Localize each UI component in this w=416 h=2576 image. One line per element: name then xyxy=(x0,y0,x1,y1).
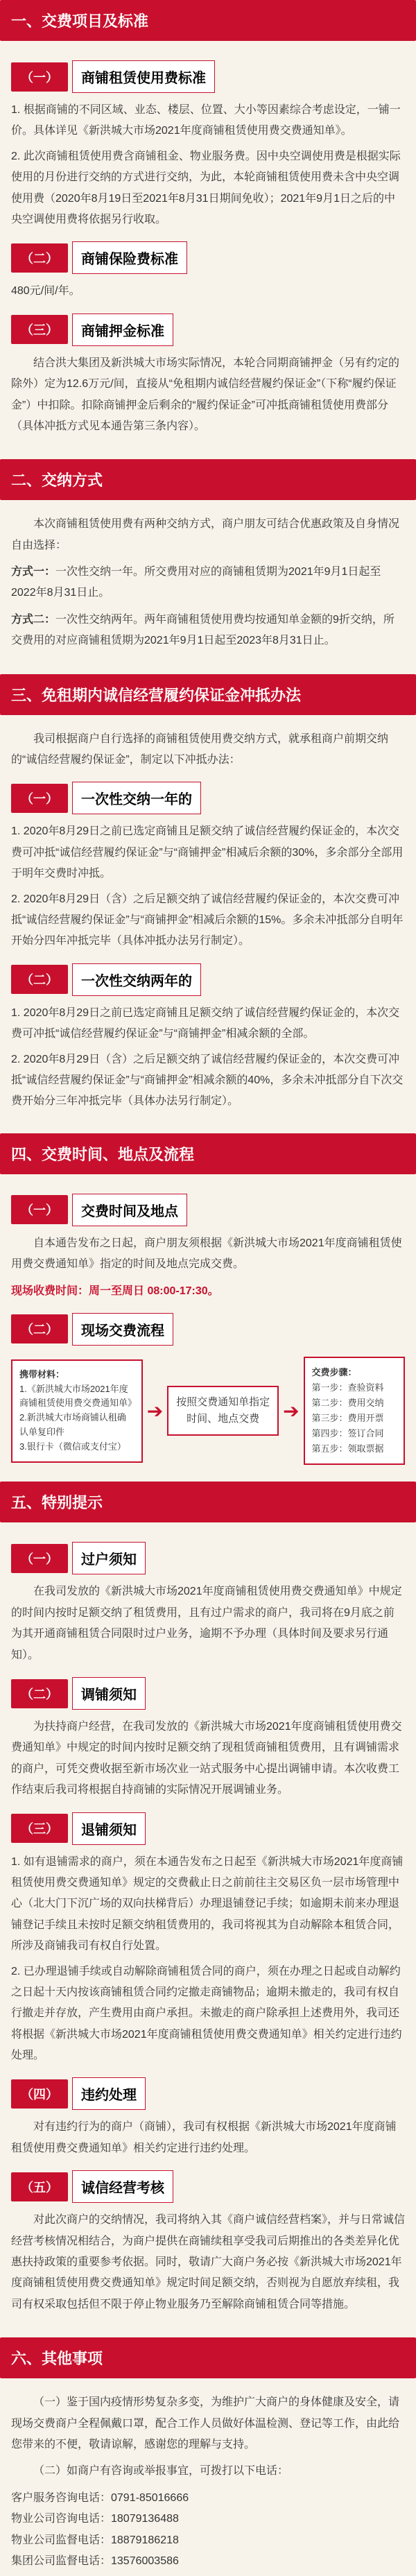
section-4-body xyxy=(0,1174,416,1470)
section-1-title: 一、交费项目及标准 xyxy=(0,0,416,41)
para: 自本通告发布之日起，商户朋友须根据《新洪城大市场2021年度商铺租赁使用费交费通知单》指定的时间及地点完成交费。 xyxy=(11,1237,402,1271)
sub-5-5 xyxy=(11,2170,405,2203)
materials-box xyxy=(11,1359,143,1463)
para: 2. 2020年8月29日（含）之后足额交纳了诚信经营履约保证金的，本次交费可冲抵“诚信经营履约保证金”与“商铺押金”相减后余额的15%。多余未冲抵部分自明年开始分四年冲抵完毕（具体冲抵办法另行制定）。 xyxy=(11,893,404,947)
para: 本次商铺租赁使用费有两种交纳方式，商户朋友可结合优惠政策及自身情况自由选择： xyxy=(11,518,400,551)
sub-num: （一） xyxy=(11,62,68,92)
sub-num: （一） xyxy=(11,1195,68,1224)
para: 结合洪大集团及新洪城大市场实际情况，本轮合同期商铺押金（另有约定的除外）定为12.6万元/间，直接从“免租期内诚信经营履约保证金”（下称“履约保证金”）中扣除。扣除商铺押金后剩余的“履约保证金”可冲抵商铺租赁使用费部分（具体冲抵方式见本通告第三条内容）。 xyxy=(11,357,400,432)
para: 1. 2020年8月29日之前已选定商铺且足额交纳了诚信经营履约保证金的，本次交费可冲抵“诚信经营履约保证金”与“商铺押金”相减余额的全部。 xyxy=(11,1006,400,1040)
sub-4-1 xyxy=(11,1194,405,1226)
para: （一）鉴于国内疫情形势复杂多变，为维护广大商户的身体健康及安全，请现场交费商户全程佩戴口罩，配合工作人员做好体温检测、登记等工作，由此给您带来的不便，敬请谅解，感谢您的理解与支持。 xyxy=(11,2396,400,2450)
sub-num: （三） xyxy=(11,1814,68,1843)
sub-5-1 xyxy=(11,1542,405,1574)
para: 为扶持商户经营，在我司发放的《新洪城大市场2021年度商铺租赁使用费交费通知单》中规定的时间内按时足额交纳了现租赁商铺租赁费用，且有调铺需求的商户，可凭交费收据至新市场次业一站式服务中心提出调铺申请。本次收费工作结束后我司将根据自持商铺的实际情况开展调铺业务。 xyxy=(11,1721,402,1796)
para: 2. 2020年8月29日（含）之后足额交纳了诚信经营履约保证金的，本次交费可冲抵“诚信经营履约保证金”与“商铺押金”相减余额的40%，多余未冲抵部分自下次交费开始分三年冲抵完毕（具体办法另行制定）。 xyxy=(11,1053,404,1108)
section-2-body xyxy=(0,500,416,661)
sub-5-3 xyxy=(11,1812,405,1845)
sub-num: （五） xyxy=(11,2172,68,2201)
para: 2. 已办理退铺手续或自动解除商铺租赁合同的商户，须在办理之日起或自动解约之日起十天内按该商铺租赁合同约定撤走商铺物品；逾期未撤走的，我司有权自行撤走并存放，产生费用由商户承担。未撤走的商户除承担上述费用外，我司还将根据《新洪城大市场2021年度商铺租赁使用费交费通知单》相关约定进行违约处理。 xyxy=(11,1965,402,2062)
sub-title: 退铺须知 xyxy=(72,1812,146,1845)
pay-way-label: 方式一： xyxy=(11,566,56,578)
section-5-body xyxy=(0,1522,416,2325)
sub-title: 一次性交纳两年的 xyxy=(72,963,201,996)
sub-title: 商铺租赁使用费标准 xyxy=(72,60,215,93)
sub-title: 违约处理 xyxy=(72,2077,146,2110)
section-6-title: 六、其他事项 xyxy=(0,2337,416,2378)
step-item: 第一步：查验资料 xyxy=(311,1382,384,1393)
sub-title: 交费时间及地点 xyxy=(72,1194,187,1226)
sub-num: （一） xyxy=(11,784,68,813)
step-item: 第四步：签订合同 xyxy=(311,1428,384,1439)
section-6-body xyxy=(0,2378,416,2576)
middle-box: 按照交费通知单指定时间、地点交费 xyxy=(167,1386,279,1436)
steps-title: 交费步骤： xyxy=(311,1366,357,1377)
para: 1. 2020年8月29日之前已选定商铺且足额交纳了诚信经营履约保证金的，本次交费可冲抵“诚信经营履约保证金”与“商铺押金”相减后余额的30%，多余部分全部用于明年交费时冲抵。 xyxy=(11,825,404,880)
para: 1. 根据商铺的不同区域、业态、楼层、位置、大小等因素综合考虑设定，一铺一价。具体详见《新洪城大市场2021年度商铺租赁使用费交费通知单》。 xyxy=(11,104,401,137)
pay-way-1 xyxy=(11,562,405,604)
contact-line: 客户服务咨询电话：0791-85016666 xyxy=(11,2491,189,2504)
contact-line: 集团公司监督电话：13576003586 xyxy=(11,2554,179,2567)
sub-5-2 xyxy=(11,1677,405,1710)
sub-title: 现场交费流程 xyxy=(72,1313,173,1346)
para: 在我司发放的《新洪城大市场2021年度商铺租赁使用费交费通知单》中规定的时间内按时足额交纳了租赁费用，且有过户需求的商户，我司将在9月底之前为其开通商铺租赁合同限时过户业务，逾期不予办理（具体时间及要求另行通知）。 xyxy=(11,1586,402,1661)
fee-hours: 现场收费时间：周一至周日 08:00-17:30。 xyxy=(11,1285,219,1297)
contact-line: 物业公司监督电话：18879186218 xyxy=(11,2534,179,2546)
sub-num: （二） xyxy=(11,243,68,273)
sub-num: （二） xyxy=(11,1314,68,1343)
contact-line: 物业公司咨询电话：18079136488 xyxy=(11,2513,179,2525)
sub-4-2 xyxy=(11,1313,405,1346)
pay-way-text: 一次性交纳两年。两年商铺租赁使用费均按通知单金额的9折交纳，所交费用的对应商铺租赁期为2021年9月1日起至2023年8月31日止。 xyxy=(11,613,395,647)
pay-way-2 xyxy=(11,610,405,652)
arrow-icon: ➔ xyxy=(283,1400,300,1422)
process-diagram xyxy=(11,1353,405,1466)
sub-3-2 xyxy=(11,963,405,996)
pay-way-label: 方式二： xyxy=(11,613,56,626)
section-3-body xyxy=(0,715,416,1121)
material-item: 1.《新洪城大市场2021年度商铺租赁使用费交费通知单》 xyxy=(19,1383,137,1409)
sub-title: 一次性交纳一年的 xyxy=(72,782,201,814)
sub-num: （二） xyxy=(11,965,68,994)
material-item: 2.新洪城大市场商铺认租确认单复印件 xyxy=(19,1412,126,1437)
sub-title: 诚信经营考核 xyxy=(72,2170,173,2203)
sub-1-2 xyxy=(11,241,405,274)
step-item: 第三步：费用开票 xyxy=(311,1413,384,1424)
steps-box xyxy=(304,1357,405,1466)
sub-title: 商铺押金标准 xyxy=(72,314,173,346)
para: 对此次商户的交纳情况，我司将纳入其《商户诚信经营档案》，并与日常诚信经营考核情况相结合，为商户提供在商铺续租享受我司后期推出的各类差异化优惠扶持政策的重要参考依据。同时，敬请广大商户务必按《新洪城大市场2021年度商铺租赁使用费交费通知单》规定时间足额交纳，否则视为自愿放弃续租，我司有权采取包括但不限于停止物业服务乃至解除商铺租赁合同等措施。 xyxy=(11,2214,406,2310)
sub-num: （四） xyxy=(11,2079,68,2109)
sub-title: 调铺须知 xyxy=(72,1677,146,1710)
material-item: 3.银行卡（微信或支付宝） xyxy=(19,1441,126,1452)
section-2-title: 二、交纳方式 xyxy=(0,459,416,500)
sub-1-1 xyxy=(11,60,405,93)
arrow-icon: ➔ xyxy=(146,1400,164,1422)
para: 1. 如有退铺需求的商户，须在本通告发布之日起至《新洪城大市场2021年度商铺租赁使用费交费通知单》规定的交费截止日之前前往主交易区负一层市场管理中心（北大门下沉广场的双向扶梯背后）办理退铺登记手续；如逾期未前来办理退铺登记手续且未按时足额交纳租赁费用的，我司将视其为自动解除本租赁合同，所涉及商铺我司有权自行处置。 xyxy=(11,1855,404,1952)
para: 我司根据商户自行选择的商铺租赁使用费交纳方式，就承租商户前期交纳的“诚信经营履约保证金”，制定以下冲抵办法： xyxy=(11,732,389,766)
sub-1-3 xyxy=(11,314,405,346)
section-5-title: 五、特别提示 xyxy=(0,1482,416,1522)
pay-way-text: 一次性交纳一年。所交费用对应的商铺租赁期为2021年9月1日起至2022年8月31日止。 xyxy=(11,566,381,599)
para: 对有违约行为的商户（商铺），我司有权根据《新洪城大市场2021年度商铺租赁使用费交费通知单》相关约定进行违约处理。 xyxy=(11,2121,397,2154)
sub-num: （二） xyxy=(11,1679,68,1708)
para: 480元/间/年。 xyxy=(11,285,80,298)
section-1-body xyxy=(0,41,416,447)
sub-num: （三） xyxy=(11,315,68,344)
sub-num: （一） xyxy=(11,1544,68,1573)
sub-title: 过户须知 xyxy=(72,1542,146,1574)
section-4-title: 四、交费时间、地点及流程 xyxy=(0,1133,416,1174)
materials-title: 携带材料： xyxy=(19,1368,65,1380)
sub-5-4 xyxy=(11,2077,405,2110)
step-item: 第二步：费用交纳 xyxy=(311,1398,384,1409)
section-3-title: 三、免租期内诚信经营履约保证金冲抵办法 xyxy=(0,674,416,715)
sub-3-1 xyxy=(11,782,405,814)
sub-title: 商铺保险费标准 xyxy=(72,241,187,274)
para: （二）如商户有咨询或举报事宜，可拨打以下电话： xyxy=(33,2465,289,2478)
para: 2. 此次商铺租赁使用费含商铺租金、物业服务费。因中央空调使用费是根据实际使用的月份进行交纳的方式进行交纳，为此，本轮商铺租赁使用费未含中央空调使用费（2020年8月19日至2021年8月31日期间免收）；2021年9月1日之后的中央空调使用费将依据另行收取。 xyxy=(11,150,401,225)
step-item: 第五步：领取票据 xyxy=(311,1443,384,1454)
